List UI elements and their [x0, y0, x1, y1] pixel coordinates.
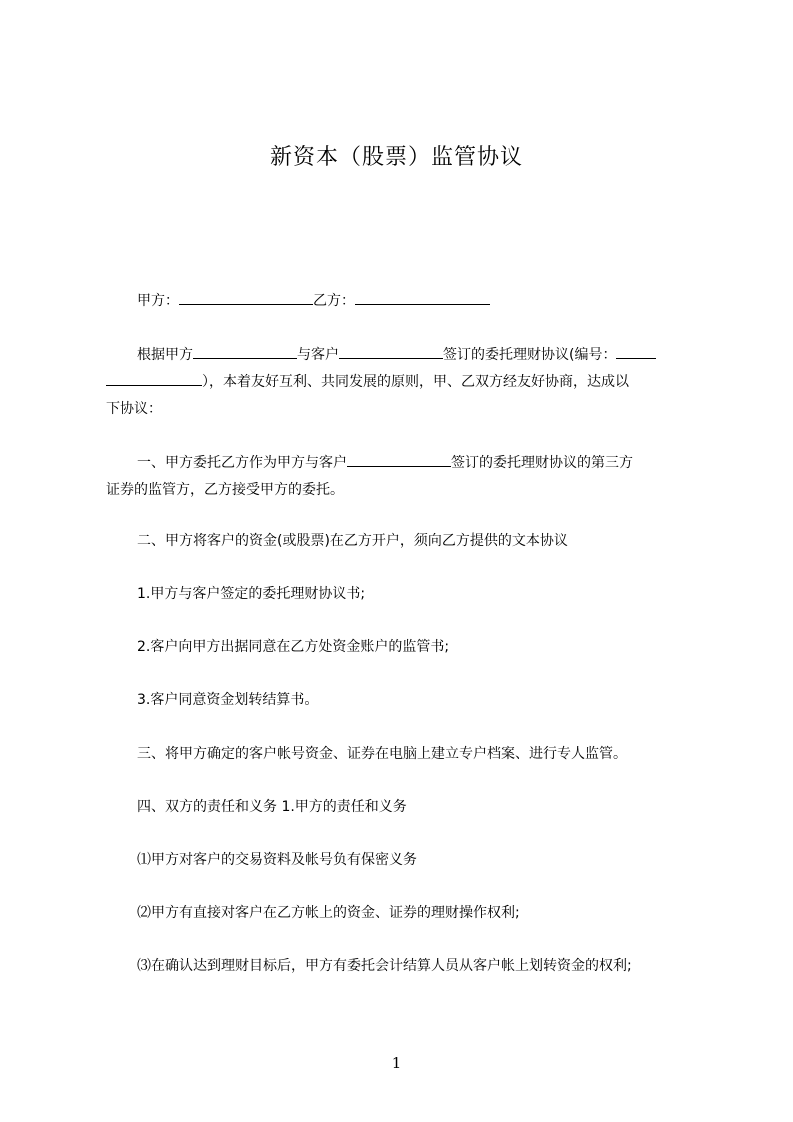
clause-2-item-2: 2.客户向甲方出据同意在乙方处资金账户的监管书; [137, 639, 450, 655]
intro-line-1 [137, 346, 656, 364]
intro-text: ），本着友好互利、共同发展的原则，甲、乙双方经友好协商，达成以 [202, 374, 629, 390]
clause-1-blank-client [347, 454, 451, 467]
intro-blank-client [339, 346, 443, 359]
intro-blank-party-a [193, 346, 297, 359]
clause-4: 四、双方的责任和义务 1.甲方的责任和义务 [137, 799, 407, 815]
clause-2: 二、甲方将客户的资金(或股票)在乙方开户，须向乙方提供的文本协议 [137, 533, 568, 549]
document-title: 新资本（股票）监管协议 [269, 145, 523, 170]
intro-line-2 [106, 373, 629, 391]
intro-text: 与客户 [297, 347, 339, 363]
party-b-label: 乙方： [313, 293, 355, 309]
clause-1-line-2: 证券的监管方，乙方接受甲方的委托。 [106, 482, 344, 498]
party-a-label: 甲方： [137, 293, 179, 309]
clause-text: 签订的委托理财协议的第三方 [451, 455, 633, 471]
intro-text: 签订的委托理财协议(编号： [443, 347, 617, 363]
party-b-blank [355, 292, 490, 305]
clause-4-item-3: ⑶在确认达到理财目标后，甲方有委托会计结算人员从客户帐上划转资金的权利; [137, 958, 632, 974]
party-a-blank [179, 292, 313, 305]
clause-2-item-1: 1.甲方与客户签定的委托理财协议书; [137, 586, 366, 602]
clause-text: 一、甲方委托乙方作为甲方与客户 [137, 455, 347, 471]
intro-line-3: 下协议： [106, 401, 162, 417]
intro-blank-number-cont [106, 373, 202, 386]
clause-3: 三、将甲方确定的客户帐号资金、证券在电脑上建立专户档案、进行专人监管。 [137, 746, 627, 762]
clause-2-item-3: 3.客户同意资金划转结算书。 [137, 692, 319, 708]
intro-text: 根据甲方 [137, 347, 193, 363]
clause-1-line-1 [137, 454, 633, 472]
clause-4-item-1: ⑴甲方对客户的交易资料及帐号负有保密义务 [137, 852, 417, 868]
clause-4-item-2: ⑵甲方有直接对客户在乙方帐上的资金、证券的理财操作权利; [137, 905, 520, 921]
intro-blank-number [616, 346, 656, 359]
page-number: 1 [391, 1054, 402, 1072]
parties-line [137, 292, 490, 310]
